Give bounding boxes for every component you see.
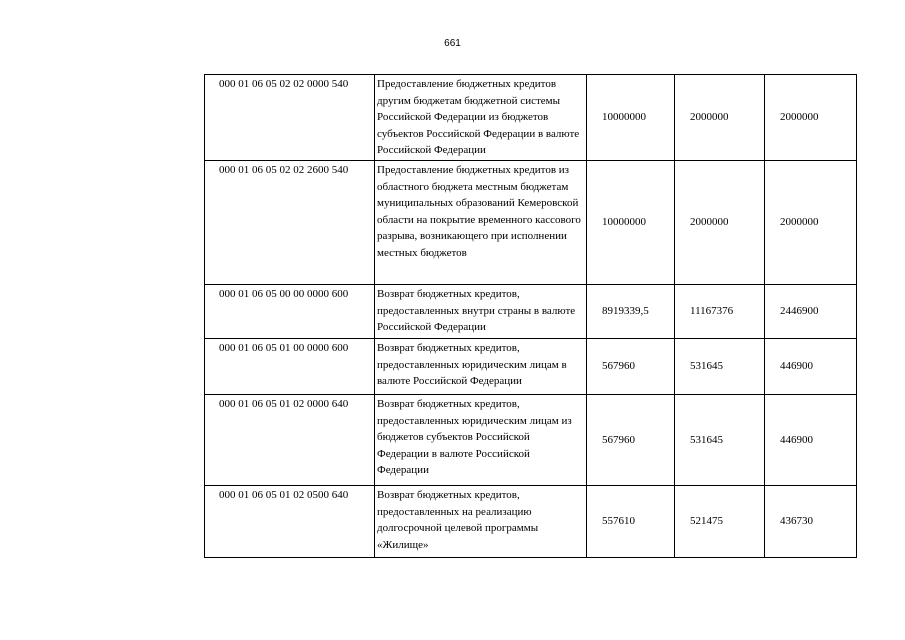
amount-cell-3: 446900: [765, 395, 857, 486]
amount-cell-1: 8919339,5: [587, 285, 675, 339]
table-row: [205, 486, 857, 558]
amount-cell-2: 531645: [675, 339, 765, 395]
description-cell: Предоставление бюджетных кредитов из областного бюджета местным бюджетам муниципальных образований Кемеровской области на покрытие временного кассового разрыва, возникающего при исполнении местных бюджетов: [375, 161, 587, 285]
amount-cell-3: 436730: [765, 486, 857, 558]
amount-cell-3: 446900: [765, 339, 857, 395]
amount-cell-2: 531645: [675, 395, 765, 486]
page-number: 661: [444, 38, 461, 49]
budget-code-cell: 000 01 06 05 02 02 0000 540: [205, 75, 375, 161]
table-row: [205, 339, 857, 395]
amount-cell-1: 567960: [587, 339, 675, 395]
budget-table: [204, 74, 857, 558]
description-cell: Предоставление бюджетных кредитов другим бюджетам бюджетной системы Российской Федерации из бюджетов субъектов Российской Федерации в валюте Российской Федерации: [375, 75, 587, 161]
amount-cell-1: 567960: [587, 395, 675, 486]
table-row: [205, 395, 857, 486]
amount-cell-1: 10000000: [587, 75, 675, 161]
amount-cell-1: 10000000: [587, 161, 675, 285]
budget-code-cell: 000 01 06 05 00 00 0000 600: [205, 285, 375, 339]
amount-cell-2: 521475: [675, 486, 765, 558]
amount-cell-3: 2000000: [765, 161, 857, 285]
description-cell: Возврат бюджетных кредитов, предоставленных юридическим лицам в валюте Российской Федерации: [375, 339, 587, 395]
amount-cell-2: 2000000: [675, 75, 765, 161]
table-row: [205, 285, 857, 339]
table-row: [205, 75, 857, 161]
description-cell: Возврат бюджетных кредитов, предоставленных на реализацию долгосрочной целевой программы «Жилище»: [375, 486, 587, 558]
table-row: [205, 161, 857, 285]
amount-cell-3: 2446900: [765, 285, 857, 339]
amount-cell-2: 2000000: [675, 161, 765, 285]
budget-code-cell: 000 01 06 05 01 00 0000 600: [205, 339, 375, 395]
description-cell: Возврат бюджетных кредитов, предоставленных юридическим лицам из бюджетов субъектов Российской Федерации в валюте Российской Федерации: [375, 395, 587, 486]
amount-cell-1: 557610: [587, 486, 675, 558]
budget-code-cell: 000 01 06 05 01 02 0500 640: [205, 486, 375, 558]
table-body: [205, 75, 857, 558]
amount-cell-3: 2000000: [765, 75, 857, 161]
budget-code-cell: 000 01 06 05 01 02 0000 640: [205, 395, 375, 486]
amount-cell-2: 11167376: [675, 285, 765, 339]
description-cell: Возврат бюджетных кредитов, предоставленных внутри страны в валюте Российской Федерации: [375, 285, 587, 339]
budget-code-cell: 000 01 06 05 02 02 2600 540: [205, 161, 375, 285]
